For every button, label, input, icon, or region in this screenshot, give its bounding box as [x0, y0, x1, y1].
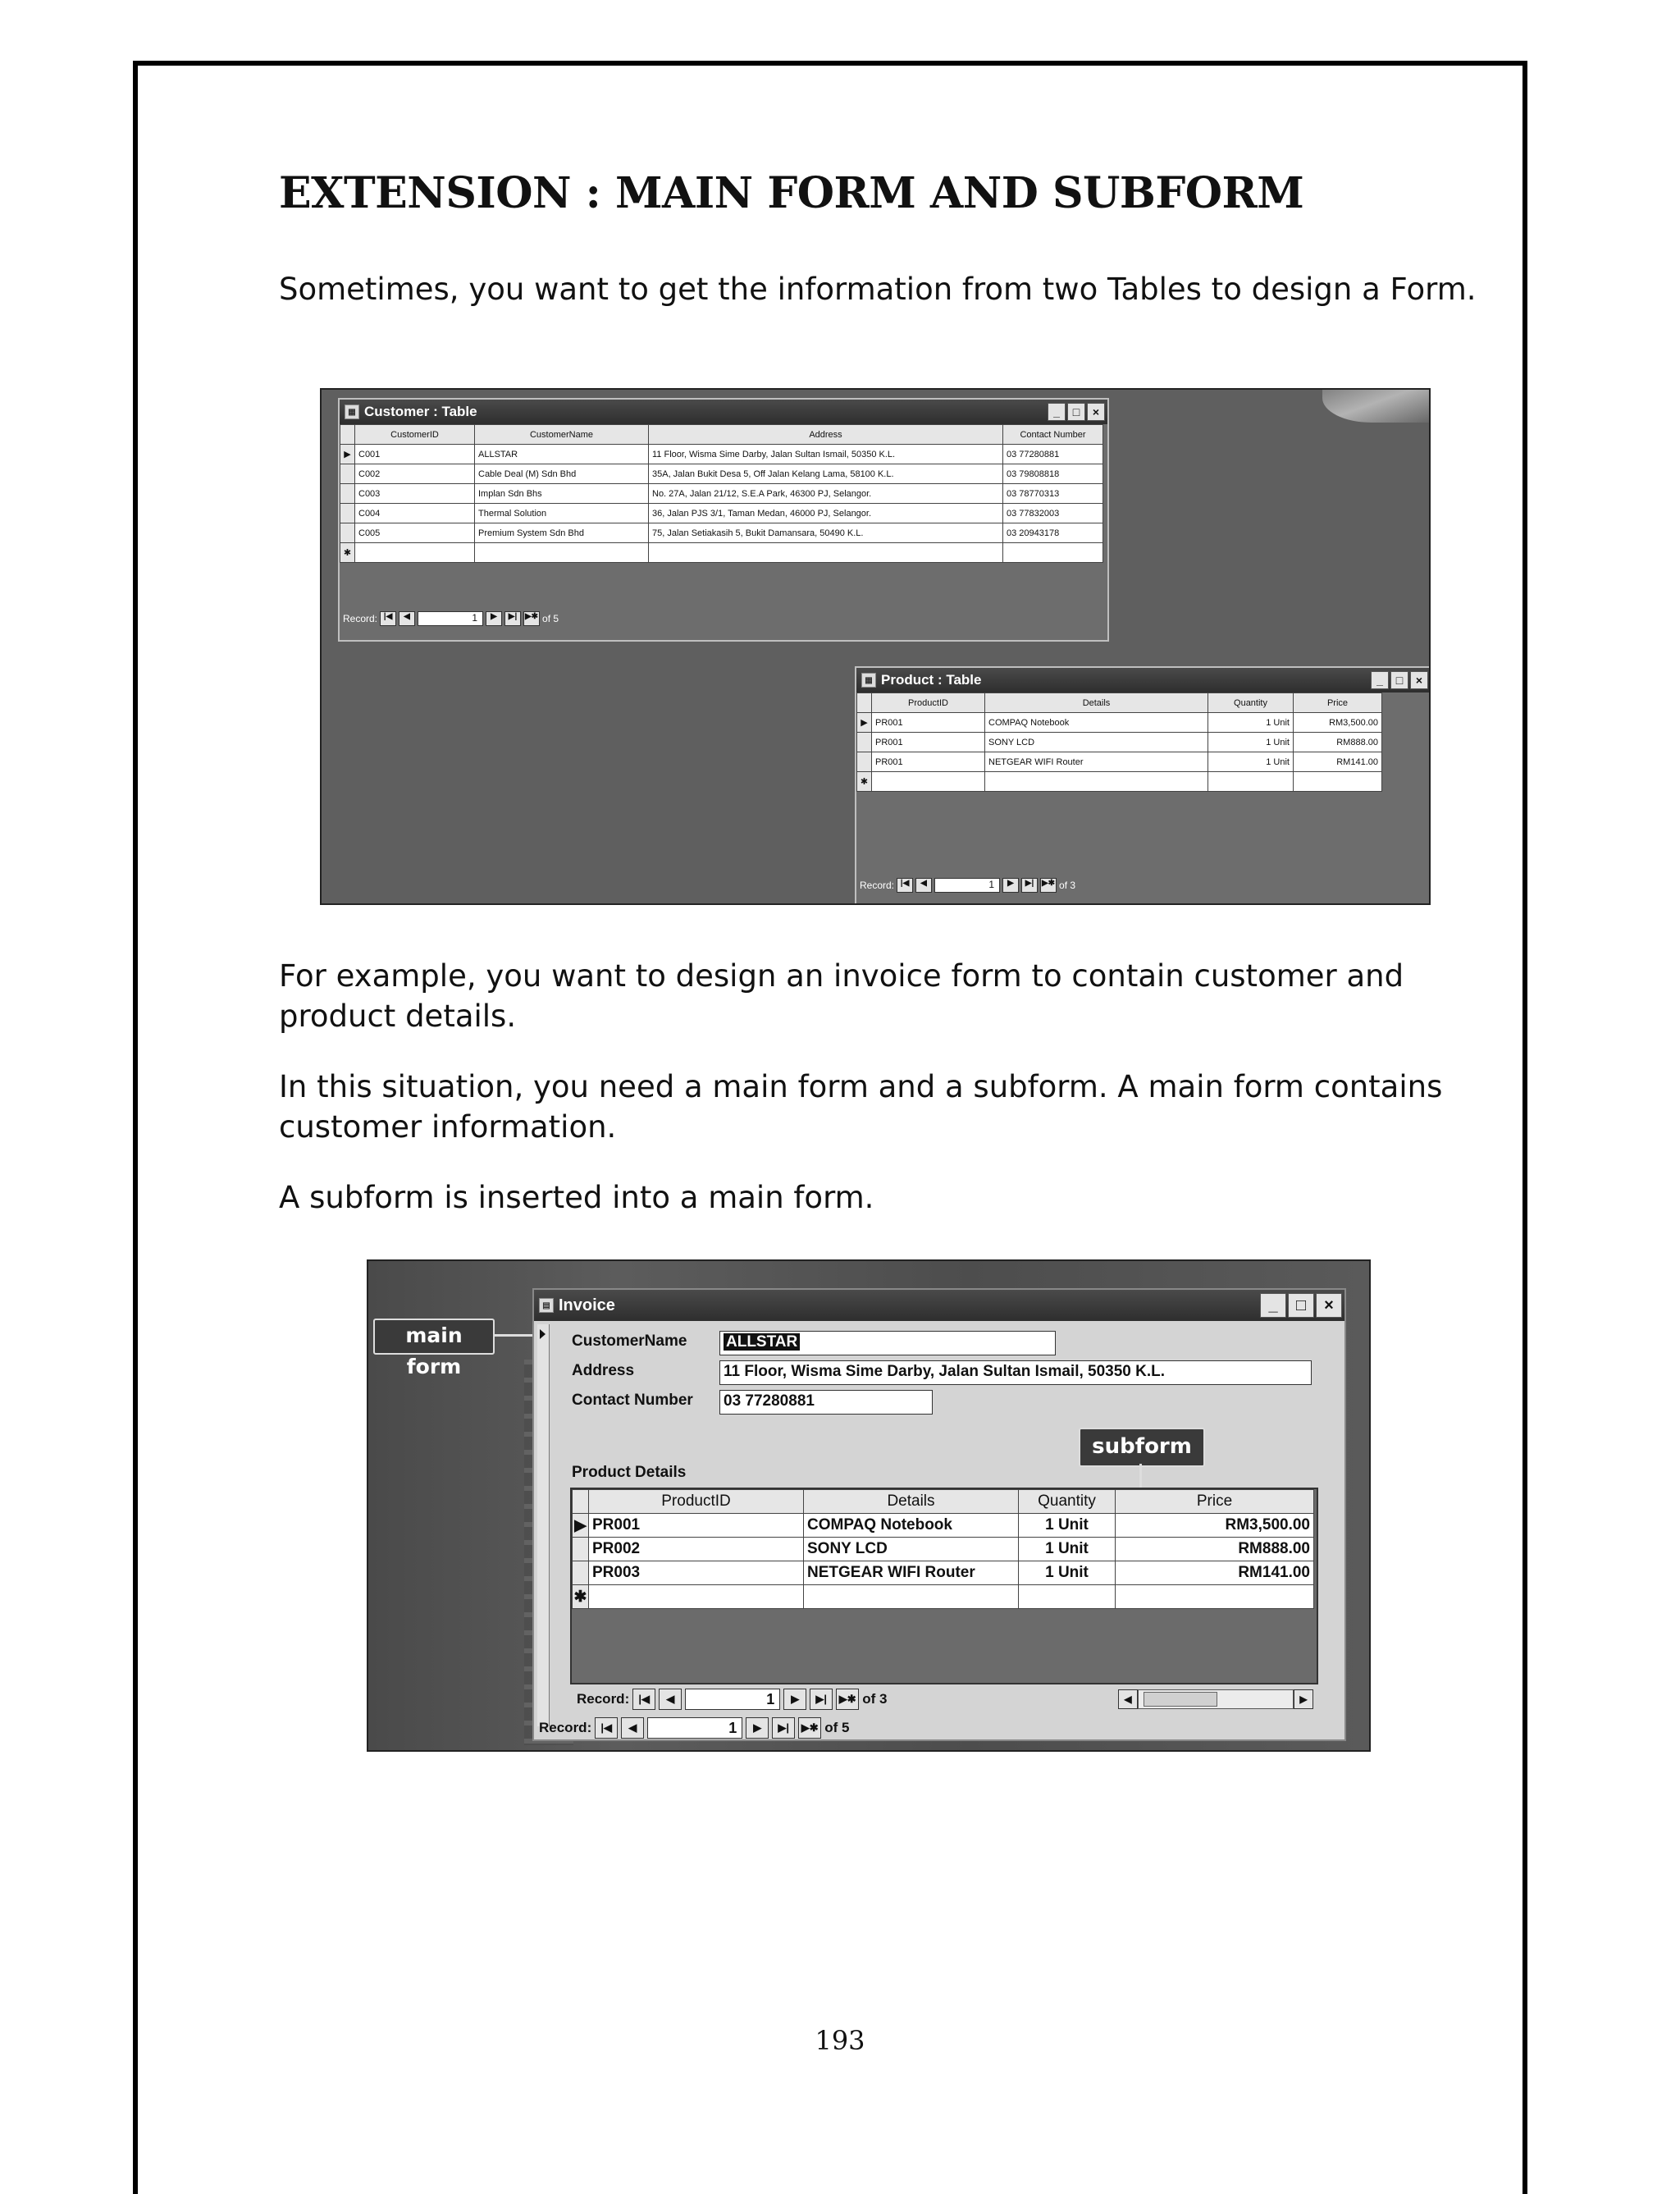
close-button[interactable]: ×: [1410, 671, 1428, 689]
record-number-input[interactable]: 1: [647, 1717, 742, 1739]
scrollbar-thumb[interactable]: [1144, 1692, 1217, 1707]
product-table-title: Product : Table: [881, 672, 982, 688]
contact-number-label: Contact Number: [572, 1392, 693, 1409]
first-record-button[interactable]: |◀: [632, 1689, 655, 1710]
decorative-swoosh: [1322, 390, 1429, 423]
new-record-row[interactable]: [340, 543, 1103, 563]
new-record-icon: ✱: [573, 1585, 589, 1609]
record-selector[interactable]: [537, 1324, 550, 1726]
record-number-input[interactable]: 1: [685, 1689, 780, 1710]
column-header[interactable]: Address: [649, 425, 1003, 445]
maximize-button[interactable]: □: [1390, 671, 1408, 689]
product-table-window: [855, 666, 1431, 905]
form-icon: ▤: [539, 1298, 554, 1313]
maximize-button[interactable]: □: [1067, 403, 1085, 421]
next-record-button[interactable]: ▶: [486, 611, 502, 626]
subform-callout: subform: [1079, 1428, 1205, 1467]
next-record-button[interactable]: ▶: [783, 1689, 806, 1710]
table-icon: ▦: [345, 405, 359, 419]
close-button[interactable]: ×: [1087, 403, 1105, 421]
customer-name-field[interactable]: ALLSTAR: [719, 1331, 1056, 1355]
new-record-icon: ✱: [857, 772, 872, 792]
last-record-button[interactable]: ▶|: [504, 611, 521, 626]
column-header[interactable]: Quantity: [1208, 693, 1294, 713]
column-header[interactable]: CustomerID: [355, 425, 475, 445]
new-record-button[interactable]: ▶✱: [836, 1689, 859, 1710]
product-record-navigator: Record: |◀ ◀ 1 ▶ ▶| ▶✱ of 3: [860, 879, 1076, 891]
customer-table-window: [338, 398, 1109, 642]
customer-table-titlebar[interactable]: [340, 400, 1107, 424]
page-heading: EXTENSION : MAIN FORM AND SUBFORM: [279, 168, 1304, 218]
scroll-left-button[interactable]: ◀: [1118, 1689, 1138, 1709]
table-row[interactable]: ▶ PR001 COMPAQ Notebook 1 Unit RM3,500.00: [573, 1514, 1314, 1538]
previous-record-button[interactable]: ◀: [915, 878, 932, 893]
table-row[interactable]: PR003 NETGEAR WIFI Router 1 Unit RM141.00: [573, 1561, 1314, 1585]
first-record-button[interactable]: |◀: [897, 878, 913, 893]
last-record-button[interactable]: ▶|: [1021, 878, 1038, 893]
next-record-button[interactable]: ▶: [746, 1717, 769, 1739]
column-header[interactable]: Details: [985, 693, 1208, 713]
column-header[interactable]: Contact Number: [1003, 425, 1103, 445]
customer-grid: [340, 424, 1103, 563]
new-record-row[interactable]: [573, 1585, 1314, 1609]
product-table-titlebar[interactable]: [856, 668, 1431, 692]
horizontal-scrollbar[interactable]: [1118, 1689, 1318, 1709]
table-row[interactable]: PR001 SONY LCD 1 Unit RM888.00: [857, 733, 1382, 752]
column-header[interactable]: Quantity: [1019, 1490, 1116, 1514]
table-row[interactable]: PR001 NETGEAR WIFI Router 1 Unit RM141.00: [857, 752, 1382, 772]
new-record-row[interactable]: [857, 772, 1382, 792]
table-icon: ▦: [861, 673, 876, 688]
new-record-button[interactable]: ▶✱: [798, 1717, 821, 1739]
next-record-button[interactable]: ▶: [1002, 878, 1019, 893]
example-paragraph: For example, you want to design an invoice form to contain customer and product details.: [279, 958, 1404, 1034]
last-record-button[interactable]: ▶|: [772, 1717, 795, 1739]
page-number: 193: [815, 2025, 865, 2056]
table-row[interactable]: C003 Implan Sdn Bhs No. 27A, Jalan 21/12, S.E.A Park, 46300 PJ, Selangor. 03 78770313: [340, 484, 1103, 504]
table-row[interactable]: C004 Thermal Solution 36, Jalan PJS 3/1, Taman Medan, 46000 PJ, Selangor. 03 77832003: [340, 504, 1103, 523]
current-record-arrow-icon: ▶: [857, 713, 872, 733]
subform-callout-line: [1139, 1464, 1142, 1488]
table-row[interactable]: PR002 SONY LCD 1 Unit RM888.00: [573, 1538, 1314, 1561]
subform-grid: [572, 1489, 1314, 1609]
column-header[interactable]: ProductID: [872, 693, 985, 713]
minimize-button[interactable]: _: [1371, 671, 1389, 689]
previous-record-button[interactable]: ◀: [659, 1689, 682, 1710]
new-record-icon: ✱: [340, 543, 355, 563]
maximize-button[interactable]: □: [1288, 1293, 1314, 1318]
column-header[interactable]: CustomerName: [475, 425, 649, 445]
main-form-callout-line: [493, 1334, 534, 1337]
intro-paragraph: Sometimes, you want to get the information from two Tables to design a Form.: [279, 272, 1477, 307]
column-header[interactable]: Price: [1294, 693, 1382, 713]
table-row[interactable]: C002 Cable Deal (M) Sdn Bhd 35A, Jalan Bukit Desa 5, Off Jalan Kelang Lama, 58100 K.L. 03 79808818: [340, 464, 1103, 484]
subform-paragraph: A subform is inserted into a main form.: [279, 1180, 874, 1215]
product-subform: [570, 1488, 1318, 1684]
subform-record-navigator: Record: |◀ ◀ 1 ▶ ▶| ▶✱ of 3 ◀ ▶: [570, 1685, 1318, 1713]
record-number-input[interactable]: 1: [418, 611, 483, 626]
first-record-button[interactable]: |◀: [380, 611, 396, 626]
customer-table-title: Customer : Table: [364, 404, 477, 419]
scroll-right-button[interactable]: ▶: [1294, 1689, 1313, 1709]
product-grid: [856, 692, 1382, 792]
invoice-titlebar[interactable]: [534, 1290, 1344, 1321]
address-label: Address: [572, 1362, 635, 1379]
main-form-callout: main form: [373, 1319, 495, 1355]
minimize-button[interactable]: _: [1048, 403, 1066, 421]
current-record-arrow-icon: ▶: [340, 445, 355, 464]
customer-name-label: CustomerName: [572, 1332, 687, 1350]
current-record-arrow-icon: ▶: [573, 1514, 589, 1538]
last-record-button[interactable]: ▶|: [810, 1689, 833, 1710]
table-row[interactable]: C005 Premium System Sdn Bhd 75, Jalan Setiakasih 5, Bukit Damansara, 50490 K.L. 03 20943178: [340, 523, 1103, 543]
invoice-title: Invoice: [559, 1296, 615, 1314]
tables-screenshot: [320, 388, 1431, 905]
column-header[interactable]: ProductID: [589, 1490, 804, 1514]
table-row[interactable]: ▶ PR001 COMPAQ Notebook 1 Unit RM3,500.00: [857, 713, 1382, 733]
record-number-input[interactable]: 1: [934, 878, 1000, 893]
situation-paragraph: In this situation, you need a main form and a subform. A main form contains customer information.: [279, 1069, 1443, 1145]
first-record-button[interactable]: |◀: [595, 1717, 618, 1739]
previous-record-button[interactable]: ◀: [399, 611, 415, 626]
invoice-form-window: [532, 1288, 1346, 1741]
minimize-button[interactable]: _: [1260, 1293, 1286, 1318]
scrollbar-track[interactable]: [1138, 1689, 1294, 1709]
close-button[interactable]: ×: [1316, 1293, 1342, 1318]
contact-number-field[interactable]: 03 77280881: [719, 1390, 933, 1415]
main-record-navigator: Record: |◀ ◀ 1 ▶ ▶| ▶✱ of 5: [539, 1715, 849, 1741]
previous-record-button[interactable]: ◀: [621, 1717, 644, 1739]
new-record-button[interactable]: ▶✱: [523, 611, 540, 626]
address-field[interactable]: 11 Floor, Wisma Sime Darby, Jalan Sultan Ismail, 50350 K.L.: [719, 1360, 1312, 1385]
product-details-label: Product Details: [572, 1464, 687, 1481]
column-header[interactable]: Details: [804, 1490, 1019, 1514]
invoice-screenshot: [367, 1259, 1371, 1752]
customer-record-navigator: Record: |◀ ◀ 1 ▶ ▶| ▶✱ of 5: [343, 612, 559, 624]
new-record-button[interactable]: ▶✱: [1040, 878, 1057, 893]
table-row[interactable]: ▶ C001 ALLSTAR 11 Floor, Wisma Sime Darby, Jalan Sultan Ismail, 50350 K.L. 03 77280881: [340, 445, 1103, 464]
column-header[interactable]: Price: [1116, 1490, 1314, 1514]
